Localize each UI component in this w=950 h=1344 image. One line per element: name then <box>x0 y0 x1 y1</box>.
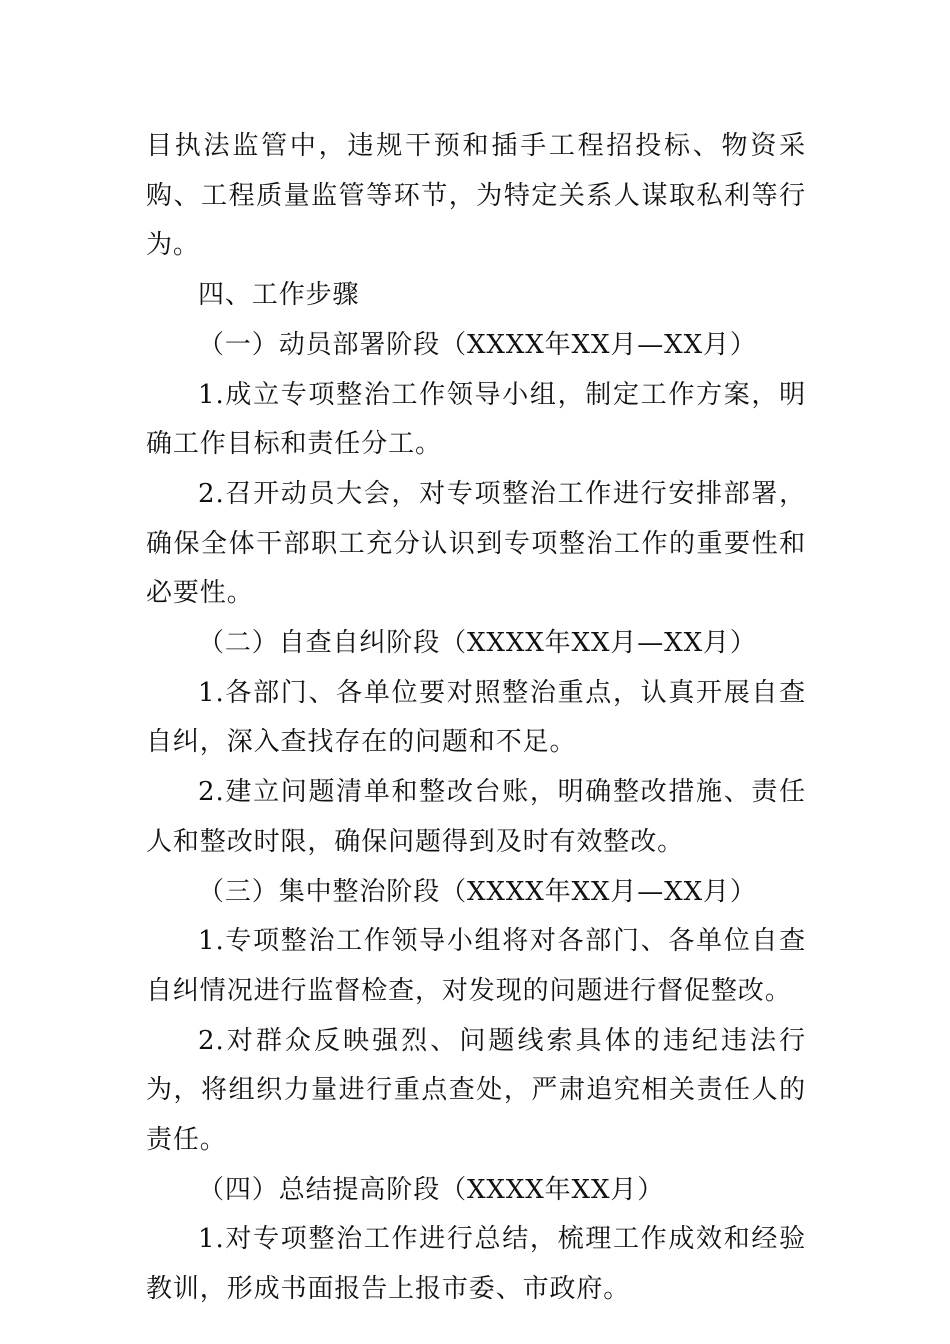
subsection-heading-1: （一）动员部署阶段（XXXX年XX月—XX月） <box>198 329 757 360</box>
list-item: 1.专项整治工作领导小组将对各部门、各单位自查自纠情况进行监督检查，对发现的问题进行督促整改。 <box>146 926 806 1006</box>
list-item: 1.对专项整治工作进行总结，梳理工作成效和经验教训，形成书面报告上报市委、市政府。 <box>146 1224 806 1305</box>
list-item: 2.建立问题清单和整改台账，明确整改措施、责任人和整改时限，确保问题得到及时有效整改。 <box>146 777 806 857</box>
list-item: 1.成立专项整治工作领导小组，制定工作方案，明确工作目标和责任分工。 <box>146 379 806 460</box>
list-item: 2.召开动员大会，对专项整治工作进行安排部署，确保全体干部职工充分认识到专项整治工作的重要性和必要性。 <box>146 478 806 609</box>
list-item: 1.各部门、各单位要对照整治重点，认真开展自查自纠，深入查找存在的问题和不足。 <box>146 677 806 758</box>
subsection-heading-3: （三）集中整治阶段（XXXX年XX月—XX月） <box>198 876 757 907</box>
paragraph-continuation: 目执法监管中，违规干预和插手工程招投标、物资采购、工程质量监管等环节，为特定关系人谋取私利等行为。 <box>146 131 806 261</box>
subsection-heading-2: （二）自查自纠阶段（XXXX年XX月—XX月） <box>198 628 757 659</box>
document-body <box>146 122 806 1315</box>
subsection-heading-4: （四）总结提高阶段（XXXX年XX月） <box>198 1174 665 1205</box>
list-item: 2.对群众反映强烈、问题线索具体的违纪违法行为，将组织力量进行重点查处，严肃追究相关责任人的责任。 <box>146 1025 806 1156</box>
section-heading-work-steps: 四、工作步骤 <box>198 280 360 311</box>
